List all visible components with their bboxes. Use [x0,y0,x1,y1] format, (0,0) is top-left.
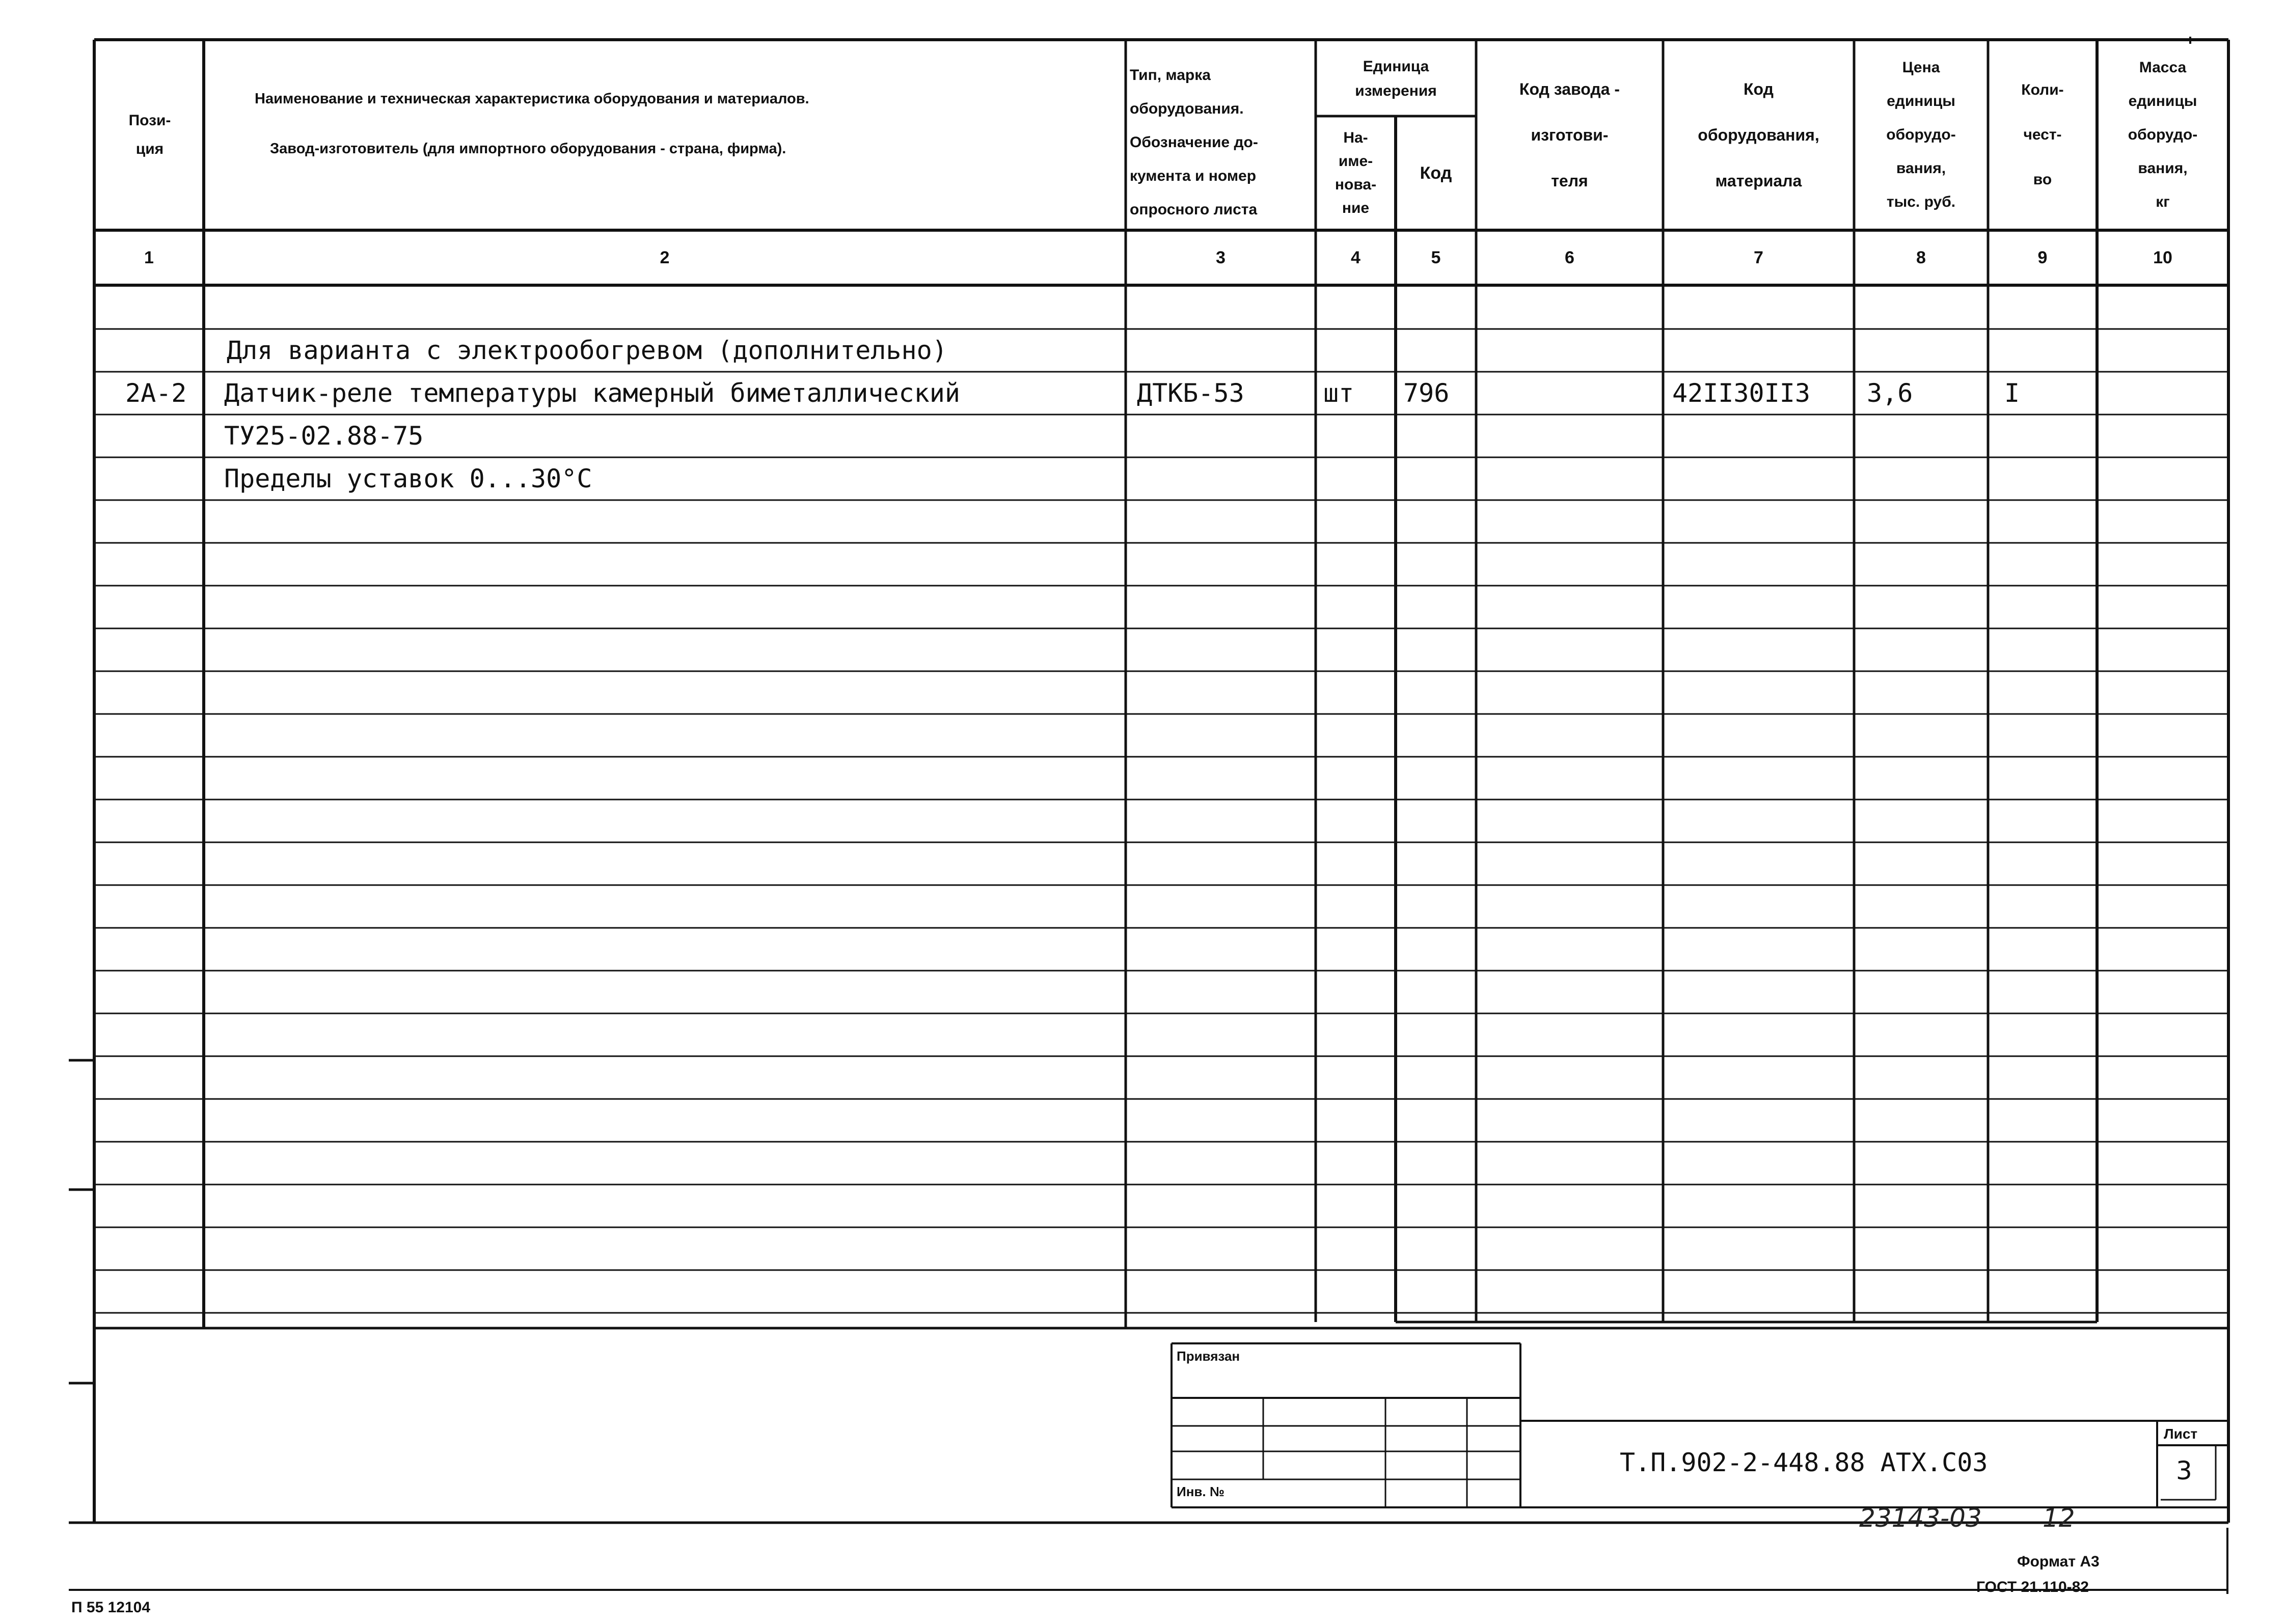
row-unit: шт [1323,378,1354,408]
header-unit-code: Код [1420,163,1452,183]
header-quantity: Коли- чест- во [2021,81,2064,188]
column-number: 7 [1754,247,1763,267]
header-type: Тип, марка оборудования. Обозначение до- кумента и номер опросного листа [1130,67,1258,218]
column-number: 4 [1351,247,1360,267]
header-unit-price: Цена единицы оборудо- вания, тыс. руб. [1886,59,1956,210]
header-name-line2: Завод-изготовитель (для импортного оборудования - страна, фирма). [270,141,786,157]
stamp-inventory-label: Инв. № [1177,1484,1224,1499]
row-equipment-code: 42II30II3 [1672,378,1810,408]
gost-label: ГОСТ 21.110-82 [1976,1579,2089,1595]
document-code: Т.П.902-2-448.88 АТХ.С03 [1620,1448,1988,1477]
row-quantity: I [2004,378,2020,408]
header-factory-code: Код завода - изготови- теля [1519,80,1620,190]
header-equipment-code: Код оборудования, материала [1698,80,1819,190]
row-name: Пределы уставок 0...30°С [224,464,592,493]
format-label: Формат А3 [2017,1553,2100,1570]
row-position: 2А-2 [125,378,187,408]
column-number: 8 [1916,247,1926,267]
row-unit-code: 796 [1403,378,1450,408]
row-type: ДТКБ-53 [1137,378,1244,408]
row-name: ТУ25-02.88-75 [224,421,424,451]
column-number: 6 [1565,247,1574,267]
handwritten-page: 12 [2043,1503,2075,1533]
column-number: 3 [1216,247,1226,267]
header-mass: Масса единицы оборудо- вания, кг [2128,59,2198,210]
row-name: Датчик-реле температуры камерный биметаллический [224,378,960,408]
stamp-attached-label: Привязан [1177,1348,1240,1364]
header-position: Пози- ция [128,112,171,157]
column-number: 2 [660,247,670,267]
handwritten-number: 23143-03 [1859,1503,1982,1533]
column-number: 5 [1431,247,1441,267]
sheet-number: 3 [2176,1456,2192,1485]
header-name-line1: Наименование и техническая характеристика оборудования и материалов. [255,91,809,107]
row-price: 3,6 [1867,378,1913,408]
column-number: 9 [2037,247,2048,267]
header-unit: Единица измерения [1355,58,1437,99]
row-name: Для варианта с электрообогревом (дополнительно) [227,336,947,365]
header-unit-name: На- име- нова- ние [1335,129,1377,216]
corner-code: П 55 12104 [71,1599,151,1616]
column-number: 10 [2153,247,2172,267]
column-number: 1 [144,247,154,267]
sheet-label: Лист [2164,1426,2198,1442]
